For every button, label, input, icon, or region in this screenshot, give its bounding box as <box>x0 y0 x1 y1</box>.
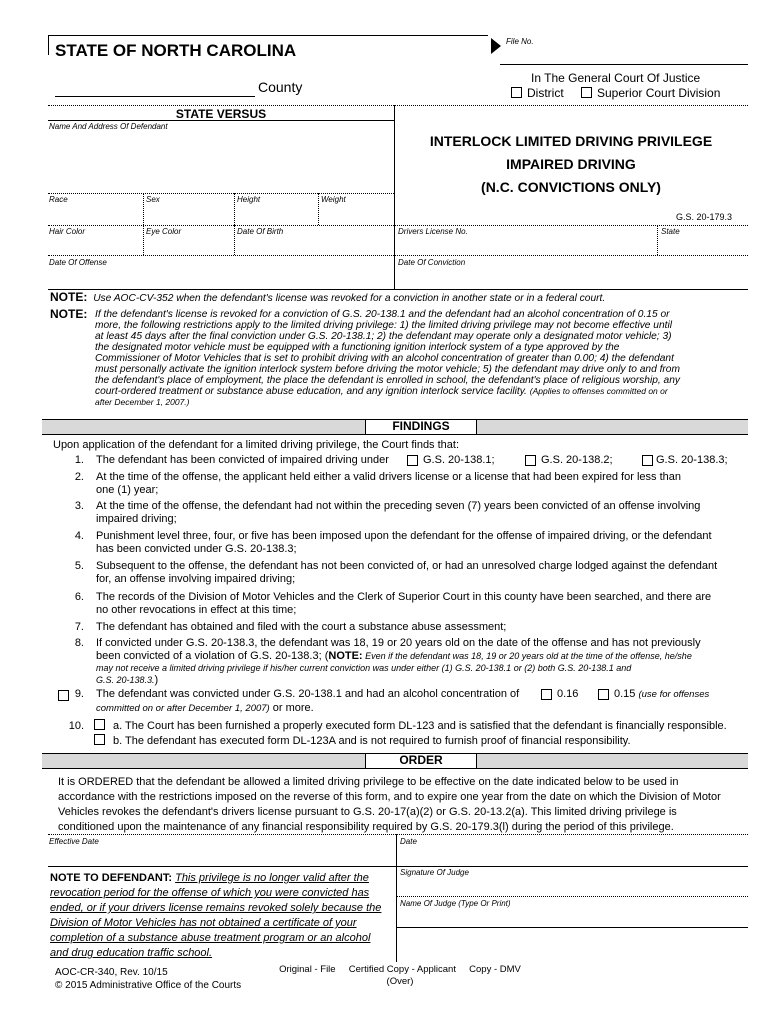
statute-ref: G.S. 20-179.3 <box>676 212 733 222</box>
item-number: 3. <box>74 500 84 512</box>
gs-20-138-2-label: G.S. 20-138.2; <box>541 454 613 466</box>
finding-8-line1: If convicted under G.S. 20-138.3, the defendant was 18, 19 or 20 years old on the date of the offense and has not previously <box>96 637 701 649</box>
county-field[interactable] <box>55 84 255 97</box>
note2-line: the defendant's place of employment, the place the defendant is enrolled in school, the defendant's place of religious worship, any <box>95 375 680 386</box>
finding-4-line1: Punishment level three, four, or five has been imposed upon the defendant for the offense of impaired driving, or the defendant <box>96 530 712 542</box>
finding-8-line2 <box>96 650 751 663</box>
finding-10b: b. The defendant has executed form DL-123A and is not required to furnish proof of financial responsibility. <box>113 735 631 747</box>
finding-6 <box>96 591 746 617</box>
signature-judge-field[interactable] <box>398 878 748 896</box>
eye-label: Eye Color <box>146 227 182 236</box>
gs-20-138-2-checkbox[interactable] <box>525 455 536 466</box>
notice-label: NOTE TO DEFENDANT: <box>50 872 173 884</box>
notice-to-defendant <box>50 871 395 961</box>
note1-label: NOTE: <box>50 290 88 304</box>
item-number: 2. <box>74 471 84 483</box>
form-number: AOC-CR-340, Rev. 10/15 <box>55 967 168 978</box>
alcohol-015-label: 0.15 <box>614 688 636 700</box>
item-number: 8. <box>74 637 84 649</box>
copy-distribution: Original - File Certified Copy - Applicant Copy - DMV <box>279 964 521 975</box>
notice-line1 <box>50 871 395 886</box>
finding-9-line2 <box>96 702 314 715</box>
item-number: 7. <box>74 621 84 633</box>
copyright: © 2015 Administrative Office of the Courts <box>55 980 242 991</box>
date-label: Date <box>400 837 417 846</box>
finding-3 <box>96 500 746 526</box>
county-label: County <box>258 79 303 95</box>
over-label: (Over) <box>386 976 414 987</box>
note2-label: NOTE: <box>50 307 88 321</box>
finding-10b-checkbox[interactable] <box>94 734 105 745</box>
hair-label: Hair Color <box>49 227 86 236</box>
alcohol-015-checkbox[interactable] <box>598 689 609 700</box>
state-versus-label: STATE VERSUS <box>175 107 267 121</box>
note2-line: Commissioner of Motor Vehicles that is set to prohibit driving with an alcohol concentration of greater than 0.00; 4) the defendant <box>95 353 674 364</box>
finding-8 <box>96 637 751 687</box>
court-title: In The General Court Of Justice <box>531 71 701 85</box>
note2-line: the designated motor vehicle must be equipped with a functioning ignition interlock system of a type approved by the <box>95 342 620 353</box>
finding-9-more: or more. <box>269 702 314 714</box>
note2-line: must personally activate the ignition interlock system before driving the motor vehicle; 5) the defendant may drive only to and from <box>95 364 680 375</box>
gs-20-138-3-checkbox[interactable] <box>642 455 653 466</box>
findings-title: FINDINGS <box>365 420 477 434</box>
district-checkbox[interactable] <box>511 87 522 98</box>
finding-8-line4 <box>96 674 751 687</box>
item-number: 5. <box>74 560 84 572</box>
order-line: Vehicles revokes the defendant's drivers license pursuant to G.S. 20-17(a)(2) or G.S. 20-13.2(a). This limited driving privilege is <box>58 806 677 818</box>
alcohol-015 <box>614 688 709 701</box>
license-label: Drivers License No. <box>398 227 468 236</box>
alcohol-015-note: (use for offenses <box>638 689 710 700</box>
notice-text: This privilege is no longer valid after the <box>175 872 369 884</box>
note2-line: If the defendant's license is revoked for a conviction of G.S. 20-138.1 and the defendant had an alcohol concentration of 0.15 or <box>95 309 670 320</box>
finding-8-text: been convicted of a violation of G.S. 20-138.3; ( <box>96 650 329 662</box>
order-line: conditioned upon the maintenance of any financial responsibility required by G.S. 20-179.3(l) during the period of this privilege. <box>58 821 674 833</box>
item-number: 10. <box>68 720 84 732</box>
height-label: Height <box>237 195 261 204</box>
sex-label: Sex <box>146 195 160 204</box>
note1-text: Use AOC-CV-352 when the defendant's license was revoked for a conviction in another state or in a federal court. <box>93 293 606 304</box>
order-line: accordance with the restrictions imposed on the reverse of this form, and to expire one year from the date on which the Division of Motor <box>58 791 721 803</box>
file-no-label: File No. <box>506 37 534 46</box>
finding-9-date: committed on or after December 1, 2007) <box>96 703 270 714</box>
effective-date-field[interactable] <box>48 846 394 866</box>
notice-line: revocation period for the offense of which you were convicted has <box>50 887 370 899</box>
findings-intro: Upon application of the defendant for a limited driving privilege, the Court finds that: <box>53 439 460 451</box>
finding-1: The defendant has been convicted of impaired driving under <box>96 454 389 466</box>
note2-line <box>95 386 755 397</box>
finding-8-note-text: Even if the defendant was 18, 19 or 20 years old at the time of the offense, he/she <box>362 651 692 661</box>
date-field[interactable] <box>398 846 748 866</box>
finding-10a: a. The Court has been furnished a properly executed form DL-123 and is satisfied that the defendant is financially responsible. <box>113 720 727 732</box>
finding-8-line3: may not receive a limited driving privilege if his/her current conviction was under either (1) G.S. 20-138.1 or (2) both G.S. 20-138.1 and <box>96 663 632 673</box>
finding-9: The defendant was convicted under G.S. 20-138.1 and had an alcohol concentration of <box>96 688 520 700</box>
note2-applies-date: after December 1, 2007.) <box>95 397 190 407</box>
race-label: Race <box>49 195 68 204</box>
effective-date-label: Effective Date <box>49 837 99 846</box>
finding-5-line2: for, an offense involving impaired driving; <box>96 573 296 585</box>
note2-line: more, the following restrictions apply to the limited driving privilege: 1) the limited driving privilege may not become effective until <box>95 320 672 331</box>
order-line: It is ORDERED that the defendant be allowed a limited driving privilege to be effective on the date indicated below to be used in <box>58 776 679 788</box>
notice-line: ended, or if your drivers license remains revoked solely because the <box>50 902 382 914</box>
note2-body <box>95 309 755 408</box>
finding-10a-checkbox[interactable] <box>94 719 105 730</box>
item-number: 1. <box>74 454 84 466</box>
notice-line: Division of Motor Vehicles has not obtained a certificate of your <box>50 917 357 929</box>
offense-date-label: Date Of Offense <box>49 258 107 267</box>
notice-line: and drug education traffic school. <box>50 947 213 959</box>
item-number: 6. <box>74 591 84 603</box>
notice-line: completion of a substance abuse treatment program or an alcohol <box>50 932 371 944</box>
finding-2-line2: one (1) year; <box>96 484 159 496</box>
note2-applies: (Applies to offenses committed on or <box>529 386 668 396</box>
findings-bar <box>42 419 748 435</box>
finding-8-close-paren: ) <box>154 674 159 686</box>
finding-4 <box>96 530 746 556</box>
item-number: 9. <box>74 688 84 700</box>
note2-line-text: court-ordered treatment or substance abuse education, and any ignition interlock service facility. <box>95 386 527 397</box>
finding-8-note: NOTE: <box>328 650 363 662</box>
name-address-label: Name And Address Of Defendant <box>49 122 168 131</box>
gs-20-138-1-label: G.S. 20-138.1; <box>423 454 495 466</box>
finding-7: The defendant has obtained and filed with the court a substance abuse assessment; <box>96 621 507 633</box>
form-title-1: INTERLOCK LIMITED DRIVING PRIVILEGE <box>429 133 713 149</box>
form-title-3: (N.C. CONVICTIONS ONLY) <box>481 179 661 195</box>
finding-8-line4-text: G.S. 20-138.3. <box>96 675 155 685</box>
form-title-2: IMPAIRED DRIVING <box>506 156 636 172</box>
item-number: 4. <box>74 530 84 542</box>
finding-5-line1: Subsequent to the offense, the defendant has not been convicted of, or had an unresolved charge lodged against the defendant <box>96 560 718 572</box>
district-label: District <box>527 86 564 100</box>
finding-5 <box>96 560 746 586</box>
superior-checkbox[interactable] <box>581 87 592 98</box>
state-title: STATE OF NORTH CAROLINA <box>55 41 297 60</box>
name-judge-label: Name Of Judge (Type Or Print) <box>400 899 511 908</box>
gs-20-138-1-checkbox[interactable] <box>407 455 418 466</box>
dob-label: Date Of Birth <box>237 227 284 236</box>
weight-label: Weight <box>321 195 346 204</box>
finding-3-line1: At the time of the offense, the defendant had not within the preceding seven (7) years been convicted of an offense involving <box>96 500 701 512</box>
state-label: State <box>661 227 680 236</box>
finding-2-line1: At the time of the offense, the applicant held either a valid drivers license or a license that had been expired for less than <box>96 471 681 483</box>
alcohol-016-checkbox[interactable] <box>541 689 552 700</box>
note2-line: at least 45 days after the final conviction under G.S. 20-138.1; 2) the defendant may operate only a designated motor vehicle; 3) <box>95 331 672 342</box>
order-title: ORDER <box>365 754 477 768</box>
finding-6-line1: The records of the Division of Motor Vehicles and the Clerk of Superior Court in this county have been searched, and there are <box>96 591 712 603</box>
file-no-field[interactable] <box>500 48 748 64</box>
note1 <box>50 292 750 304</box>
alcohol-016-label: 0.16 <box>557 688 579 700</box>
finding-3-line2: impaired driving; <box>96 513 177 525</box>
gs-20-138-3-label: G.S. 20-138.3; <box>656 454 728 466</box>
order-bar <box>42 753 748 769</box>
order-text <box>58 775 753 835</box>
finding-2 <box>96 471 746 497</box>
finding-4-line2: has been convicted under G.S. 20-138.3; <box>96 543 297 555</box>
superior-label: Superior Court Division <box>597 86 721 100</box>
finding-6-line2: no other revocations in effect at this time; <box>96 604 297 616</box>
name-address-field[interactable] <box>48 132 394 192</box>
name-judge-field[interactable] <box>398 909 748 927</box>
signature-judge-label: Signature Of Judge <box>400 868 469 877</box>
conviction-date-label: Date Of Conviction <box>398 258 466 267</box>
